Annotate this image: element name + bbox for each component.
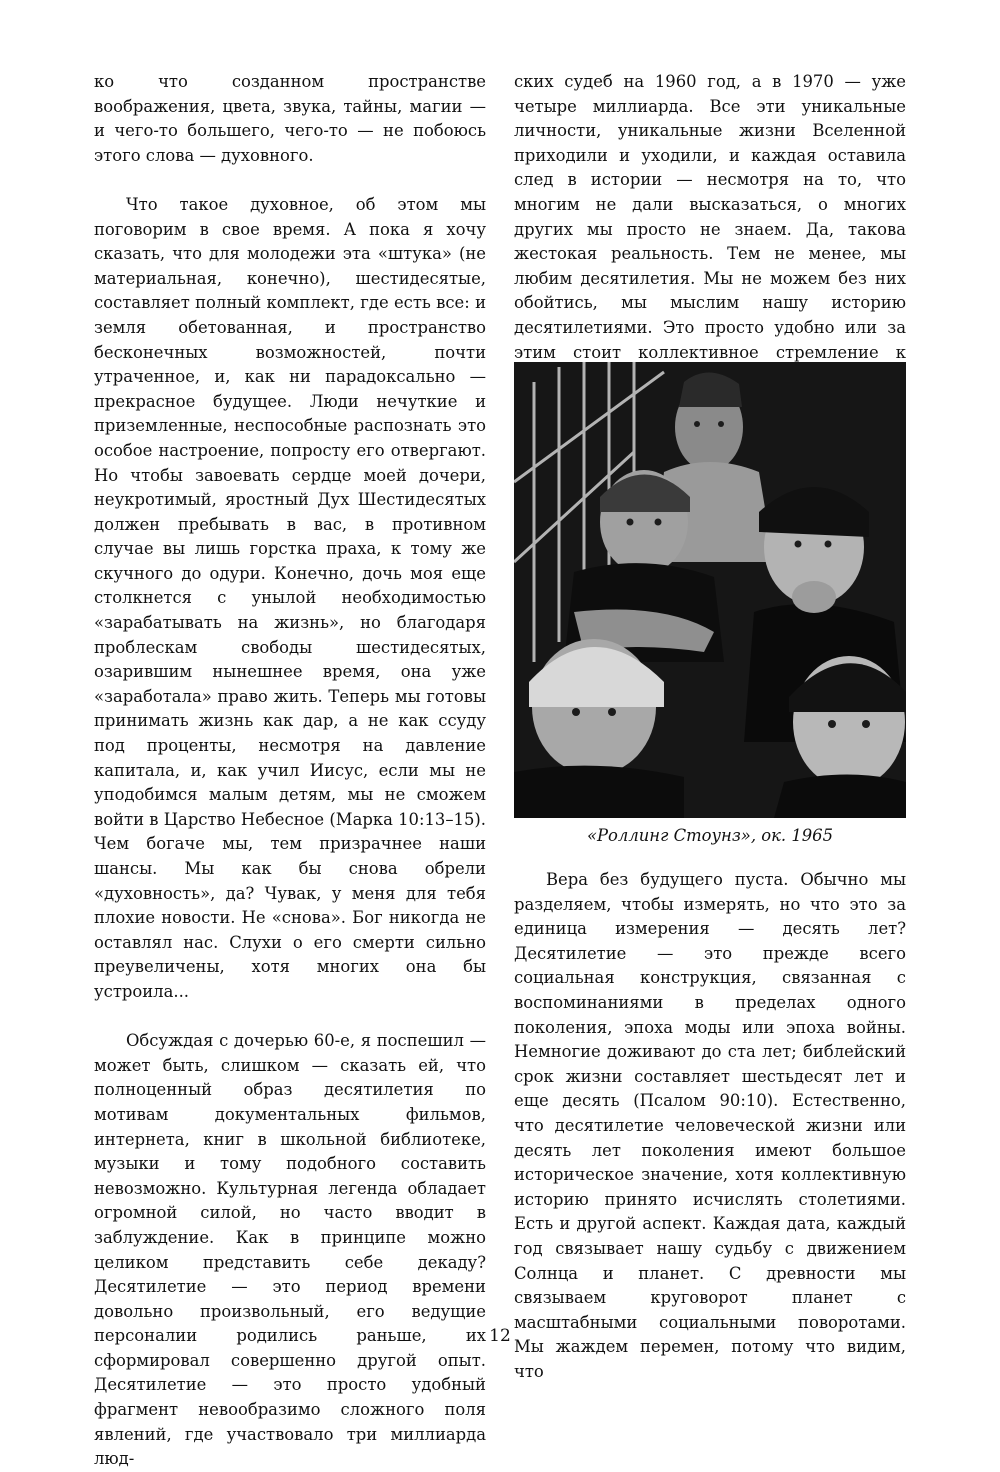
paragraph-gap — [94, 1005, 486, 1030]
paragraph-billions: ских судеб на 1960 год, а в 1970 — уже четыре миллиарда. Все эти уникальные личности, уникальные жизни Вселенной приходили и уходили, и каждая оставила след в истории — несмотря на то, что многим не дали высказаться, о многих других мы просто не знаем. Да, такова жестокая реальность. Тем не менее, мы любим десятилетия. Мы не можем без них обойтись, мы мыслим нашу историю десятилетиями. Это просто удобно или за этим стоит коллективное стремление к — [514, 72, 906, 362]
left-text-column — [94, 70, 486, 1472]
paragraph-faith: Вера без будущего пуста. Обычно мы разделяем, чтобы измерять, но что это за единица измерения — десять лет? Десятилетие — это прежде всего социальная конструкция, связанная с воспоминаниями в пределах одного поколения, эпоха моды или эпоха войны. Немногие доживают до ста лет; библейский срок жизни составляет шестьдесят лет и еще десять (Псалом 90:10). Естественно, что десятилетие человеческой жизни или десять лет поколения имеют большое историческое значение, хотя коллективную историю принято исчислять столетиями. Есть и другой аспект. Каждая дата, каждый год связывает нашу судьбу с движением Солнца и планет. С древности мы связываем круговорот планет с масштабными социальными поворотами. Мы жаждем перемен, потому что видим, что — [514, 870, 906, 1381]
right-text-column-bottom — [514, 868, 906, 1384]
paragraph-gap — [94, 168, 486, 193]
band-photo-illustration — [514, 362, 906, 818]
paragraph-decade-discussion: Обсуждая с дочерью 60-е, я поспешил — может быть, слишком — сказать ей, что полноценный образ десятилетия по мотивам документальных фильмов, интернета, книг в школьной библиотеке, музыки и тому подобного составить невозможно. Культурная легенда обладает огромной силой, но часто вводит в заблуждение. Как в принципе можно целиком представить себе декаду? Десятилетие — это период времени довольно произвольный, его ведущие персоналии родились раньше, их сформировал совершенно другой опыт. Десятилетие — это просто удобный фрагмент невообразимо сложного поля явлений, где участвовало три миллиарда люд- — [94, 1031, 486, 1469]
band-photo — [514, 362, 906, 818]
paragraph-spiritual: Что такое духовное, об этом мы поговорим в свое время. А пока я хочу сказать, что для молодежи эта «штука» (не материальная, конечно), шестидесятые, составляет полный комплект, где есть все: и земля обетованная, и пространство бесконечных возможностей, почти утраченное, и, как ни парадоксально — прекрасное будущее. Люди нечуткие и приземленные, неспособные распознать это особое настроение, попросту его отвергают. Но чтобы завоевать сердце моей дочери, неукротимый, яростный Дух Шестидесятых должен пребывать в вас, в противном случае вы лишь горстка праха, к тому же скучного до одури. Конечно, дочь моя еще столкнется с унылой необходимостью «зарабатывать на жизнь», но благодаря проблескам свободы шестидесятых, озарившим нынешнее время, она уже «заработала» право жить. Теперь мы готовы принимать жизнь как дар, а не как ссуду под проценты, несмотря на давление капитала, и, как учил Иисус, если мы не уподобимся малым детям, мы не сможем войти в Царство Небесное (Марка 10:13–15). Чем богаче мы, тем призрачнее наши шансы. Мы как бы снова обрели «духовность», да? Чувак, у меня для тебя плохие новости. Не «снова». Бог никогда не оставлял нас. Слухи о его смерти сильно преувеличены, хотя многих она бы устроила... — [94, 194, 486, 1001]
right-text-column-top — [514, 70, 906, 390]
paragraph-continuation: ко что созданном пространстве воображения, цвета, звука, тайны, магии — и чего-то большего, чего-то — не побоюсь этого слова — духовного. — [94, 72, 486, 165]
page-number: 12 — [489, 1326, 511, 1346]
photo-caption: «Роллинг Стоунз», ок. 1965 — [586, 826, 834, 845]
